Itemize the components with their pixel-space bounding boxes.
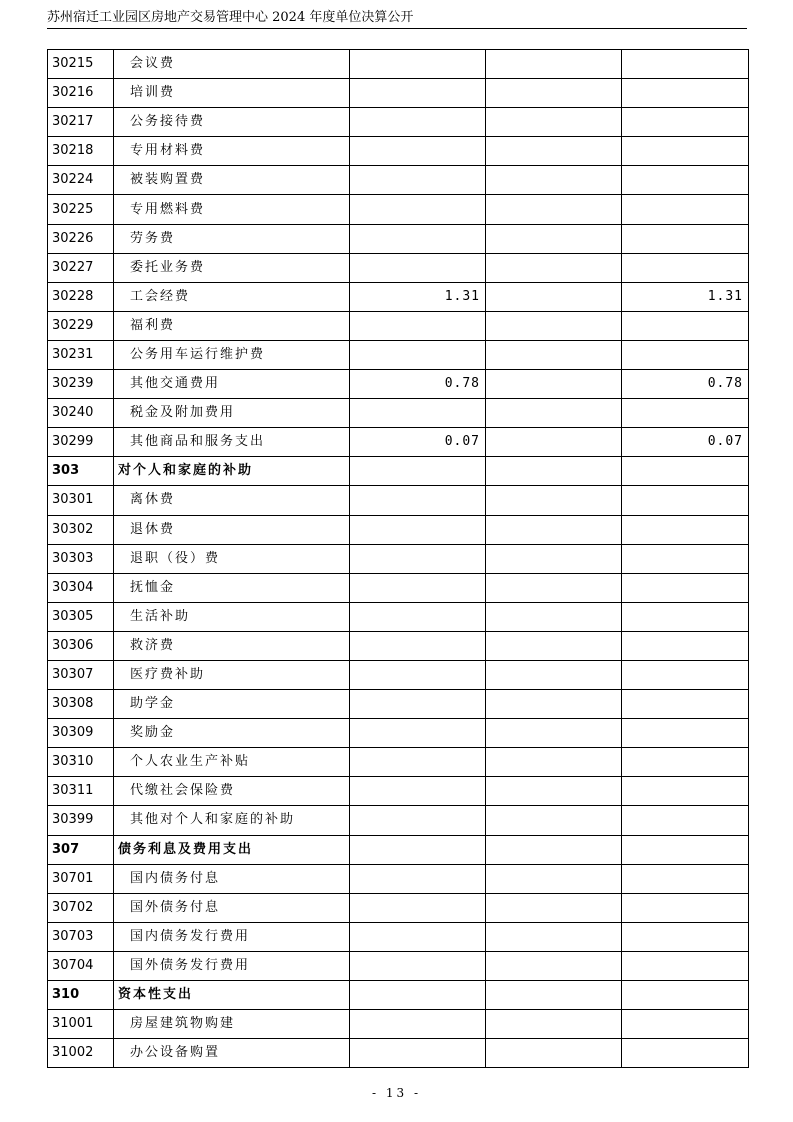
account-code-cell: 30702: [48, 893, 114, 922]
account-code-cell: 30299: [48, 428, 114, 457]
account-name-cell: 奖励金: [114, 719, 350, 748]
table-row: [48, 515, 749, 544]
account-code-cell: 30701: [48, 864, 114, 893]
value-cell-last: [622, 951, 749, 980]
value-cell-total: [350, 922, 486, 951]
value-cell-total: [350, 79, 486, 108]
account-name-cell: 国外债务付息: [114, 893, 350, 922]
account-name-cell: 公务用车运行维护费: [114, 340, 350, 369]
value-cell-total: [350, 195, 486, 224]
value-cell-last: [622, 340, 749, 369]
account-name-cell: 公务接待费: [114, 108, 350, 137]
value-cell-middle: [486, 835, 622, 864]
account-code-cell: 31002: [48, 1039, 114, 1068]
value-cell-last: [622, 544, 749, 573]
expenditure-table: [47, 49, 749, 1068]
account-name-cell: 劳务费: [114, 224, 350, 253]
value-cell-last: [622, 399, 749, 428]
value-cell-total: [350, 777, 486, 806]
account-name-cell: 专用燃料费: [114, 195, 350, 224]
value-cell-middle: [486, 777, 622, 806]
table-row: [48, 108, 749, 137]
value-cell-middle: [486, 748, 622, 777]
table-row: [48, 224, 749, 253]
value-cell-last: [622, 515, 749, 544]
table-group-row: [48, 457, 749, 486]
account-name-cell: 国外债务发行费用: [114, 951, 350, 980]
value-cell-total: [350, 50, 486, 79]
account-code-cell: 30311: [48, 777, 114, 806]
account-code-cell: 30308: [48, 690, 114, 719]
value-cell-total: [350, 137, 486, 166]
value-cell-total: [350, 981, 486, 1010]
value-cell-last: [622, 893, 749, 922]
table-row: [48, 428, 749, 457]
value-cell-total: [350, 835, 486, 864]
table-row: [48, 602, 749, 631]
value-cell-middle: [486, 951, 622, 980]
account-name-cell: 债务利息及费用支出: [114, 835, 350, 864]
account-name-cell: 资本性支出: [114, 981, 350, 1010]
account-name-cell: 工会经费: [114, 282, 350, 311]
account-name-cell: 退休费: [114, 515, 350, 544]
value-cell-last: [622, 457, 749, 486]
value-cell-total: [350, 108, 486, 137]
value-cell-last: [622, 631, 749, 660]
value-cell-total: [350, 631, 486, 660]
table-row: [48, 50, 749, 79]
value-cell-total: 0.07: [350, 428, 486, 457]
value-cell-total: [350, 864, 486, 893]
value-cell-middle: [486, 253, 622, 282]
value-cell-total: [350, 340, 486, 369]
account-code-cell: 30227: [48, 253, 114, 282]
account-name-cell: 助学金: [114, 690, 350, 719]
value-cell-last: [622, 166, 749, 195]
value-cell-last: [622, 311, 749, 340]
value-cell-middle: [486, 457, 622, 486]
table-row: [48, 922, 749, 951]
value-cell-last: [622, 864, 749, 893]
value-cell-middle: [486, 1039, 622, 1068]
account-name-cell: 办公设备购置: [114, 1039, 350, 1068]
value-cell-total: [350, 660, 486, 689]
table-group-row: [48, 981, 749, 1010]
account-code-cell: 30399: [48, 806, 114, 835]
value-cell-total: [350, 1010, 486, 1039]
value-cell-middle: [486, 544, 622, 573]
value-cell-last: [622, 806, 749, 835]
table-row: [48, 719, 749, 748]
account-name-cell: 对个人和家庭的补助: [114, 457, 350, 486]
account-code-cell: 30224: [48, 166, 114, 195]
value-cell-middle: [486, 486, 622, 515]
value-cell-middle: [486, 922, 622, 951]
table-row: [48, 311, 749, 340]
account-name-cell: 救济费: [114, 631, 350, 660]
value-cell-middle: [486, 428, 622, 457]
value-cell-last: [622, 137, 749, 166]
value-cell-total: [350, 573, 486, 602]
account-code-cell: 30703: [48, 922, 114, 951]
value-cell-last: [622, 50, 749, 79]
value-cell-middle: [486, 602, 622, 631]
account-name-cell: 房屋建筑物购建: [114, 1010, 350, 1039]
value-cell-last: [622, 777, 749, 806]
account-name-cell: 个人农业生产补贴: [114, 748, 350, 777]
value-cell-last: [622, 79, 749, 108]
table-row: [48, 370, 749, 399]
value-cell-middle: [486, 79, 622, 108]
account-code-cell: 30226: [48, 224, 114, 253]
value-cell-total: [350, 253, 486, 282]
account-code-cell: 31001: [48, 1010, 114, 1039]
table-body: [48, 50, 749, 1068]
account-name-cell: 被装购置费: [114, 166, 350, 195]
value-cell-total: [350, 311, 486, 340]
table-row: [48, 660, 749, 689]
account-code-cell: 30302: [48, 515, 114, 544]
table-row: [48, 166, 749, 195]
value-cell-last: [622, 981, 749, 1010]
table-row: [48, 79, 749, 108]
value-cell-total: [350, 399, 486, 428]
value-cell-last: 0.78: [622, 370, 749, 399]
table-group-row: [48, 835, 749, 864]
value-cell-middle: [486, 108, 622, 137]
value-cell-middle: [486, 573, 622, 602]
account-code-cell: 30215: [48, 50, 114, 79]
value-cell-middle: [486, 981, 622, 1010]
value-cell-last: [622, 922, 749, 951]
table-row: [48, 544, 749, 573]
account-code-cell: 30229: [48, 311, 114, 340]
account-name-cell: 国内债务发行费用: [114, 922, 350, 951]
value-cell-last: [622, 253, 749, 282]
value-cell-last: [622, 660, 749, 689]
table-row: [48, 573, 749, 602]
value-cell-last: [622, 195, 749, 224]
account-name-cell: 其他对个人和家庭的补助: [114, 806, 350, 835]
table-row: [48, 282, 749, 311]
table-row: [48, 1039, 749, 1068]
page-header: 苏州宿迁工业园区房地产交易管理中心 2024 年度单位决算公开: [47, 8, 747, 29]
value-cell-last: [622, 690, 749, 719]
table-row: [48, 195, 749, 224]
account-code-cell: 307: [48, 835, 114, 864]
account-name-cell: 代缴社会保险费: [114, 777, 350, 806]
account-name-cell: 抚恤金: [114, 573, 350, 602]
value-cell-total: [350, 224, 486, 253]
value-cell-middle: [486, 50, 622, 79]
account-code-cell: 30240: [48, 399, 114, 428]
table-row: [48, 806, 749, 835]
value-cell-middle: [486, 515, 622, 544]
table-row: [48, 748, 749, 777]
value-cell-middle: [486, 1010, 622, 1039]
account-code-cell: 310: [48, 981, 114, 1010]
value-cell-last: 0.07: [622, 428, 749, 457]
value-cell-last: [622, 486, 749, 515]
table-row: [48, 777, 749, 806]
value-cell-last: [622, 224, 749, 253]
value-cell-middle: [486, 340, 622, 369]
account-code-cell: 30239: [48, 370, 114, 399]
account-code-cell: 30217: [48, 108, 114, 137]
account-code-cell: 30301: [48, 486, 114, 515]
value-cell-middle: [486, 399, 622, 428]
value-cell-total: 1.31: [350, 282, 486, 311]
account-code-cell: 30310: [48, 748, 114, 777]
account-name-cell: 生活补助: [114, 602, 350, 631]
account-name-cell: 离休费: [114, 486, 350, 515]
value-cell-total: [350, 719, 486, 748]
table-row: [48, 1010, 749, 1039]
table-row: [48, 893, 749, 922]
account-name-cell: 培训费: [114, 79, 350, 108]
account-name-cell: 退职（役）费: [114, 544, 350, 573]
value-cell-last: [622, 835, 749, 864]
table-row: [48, 137, 749, 166]
account-code-cell: 30704: [48, 951, 114, 980]
account-code-cell: 30216: [48, 79, 114, 108]
account-name-cell: 福利费: [114, 311, 350, 340]
table-row: [48, 399, 749, 428]
account-code-cell: 30231: [48, 340, 114, 369]
value-cell-total: [350, 515, 486, 544]
value-cell-last: [622, 1039, 749, 1068]
value-cell-middle: [486, 224, 622, 253]
value-cell-total: [350, 1039, 486, 1068]
value-cell-total: [350, 166, 486, 195]
value-cell-total: [350, 690, 486, 719]
value-cell-middle: [486, 370, 622, 399]
value-cell-total: [350, 602, 486, 631]
table-row: [48, 864, 749, 893]
account-name-cell: 医疗费补助: [114, 660, 350, 689]
value-cell-last: [622, 1010, 749, 1039]
value-cell-last: [622, 573, 749, 602]
account-code-cell: 30304: [48, 573, 114, 602]
value-cell-total: [350, 486, 486, 515]
account-name-cell: 委托业务费: [114, 253, 350, 282]
value-cell-last: [622, 719, 749, 748]
value-cell-total: [350, 893, 486, 922]
account-code-cell: 30225: [48, 195, 114, 224]
table-row: [48, 690, 749, 719]
table-row: [48, 340, 749, 369]
value-cell-middle: [486, 311, 622, 340]
table-row: [48, 631, 749, 660]
account-name-cell: 国内债务付息: [114, 864, 350, 893]
value-cell-middle: [486, 690, 622, 719]
account-name-cell: 其他交通费用: [114, 370, 350, 399]
value-cell-total: [350, 951, 486, 980]
table-row: [48, 253, 749, 282]
account-name-cell: 其他商品和服务支出: [114, 428, 350, 457]
value-cell-middle: [486, 166, 622, 195]
value-cell-last: [622, 108, 749, 137]
account-code-cell: 303: [48, 457, 114, 486]
value-cell-middle: [486, 806, 622, 835]
account-code-cell: 30228: [48, 282, 114, 311]
account-name-cell: 税金及附加费用: [114, 399, 350, 428]
account-code-cell: 30307: [48, 660, 114, 689]
account-code-cell: 30305: [48, 602, 114, 631]
value-cell-middle: [486, 137, 622, 166]
account-code-cell: 30303: [48, 544, 114, 573]
account-name-cell: 专用材料费: [114, 137, 350, 166]
table-row: [48, 486, 749, 515]
value-cell-middle: [486, 195, 622, 224]
account-code-cell: 30218: [48, 137, 114, 166]
account-name-cell: 会议费: [114, 50, 350, 79]
value-cell-middle: [486, 282, 622, 311]
value-cell-last: [622, 748, 749, 777]
value-cell-total: 0.78: [350, 370, 486, 399]
value-cell-last: 1.31: [622, 282, 749, 311]
account-code-cell: 30306: [48, 631, 114, 660]
value-cell-total: [350, 806, 486, 835]
table-row: [48, 951, 749, 980]
value-cell-middle: [486, 864, 622, 893]
account-code-cell: 30309: [48, 719, 114, 748]
value-cell-total: [350, 457, 486, 486]
value-cell-middle: [486, 631, 622, 660]
value-cell-middle: [486, 719, 622, 748]
value-cell-last: [622, 602, 749, 631]
value-cell-middle: [486, 660, 622, 689]
page-number: - 13 -: [371, 1086, 421, 1100]
value-cell-total: [350, 748, 486, 777]
value-cell-middle: [486, 893, 622, 922]
value-cell-total: [350, 544, 486, 573]
